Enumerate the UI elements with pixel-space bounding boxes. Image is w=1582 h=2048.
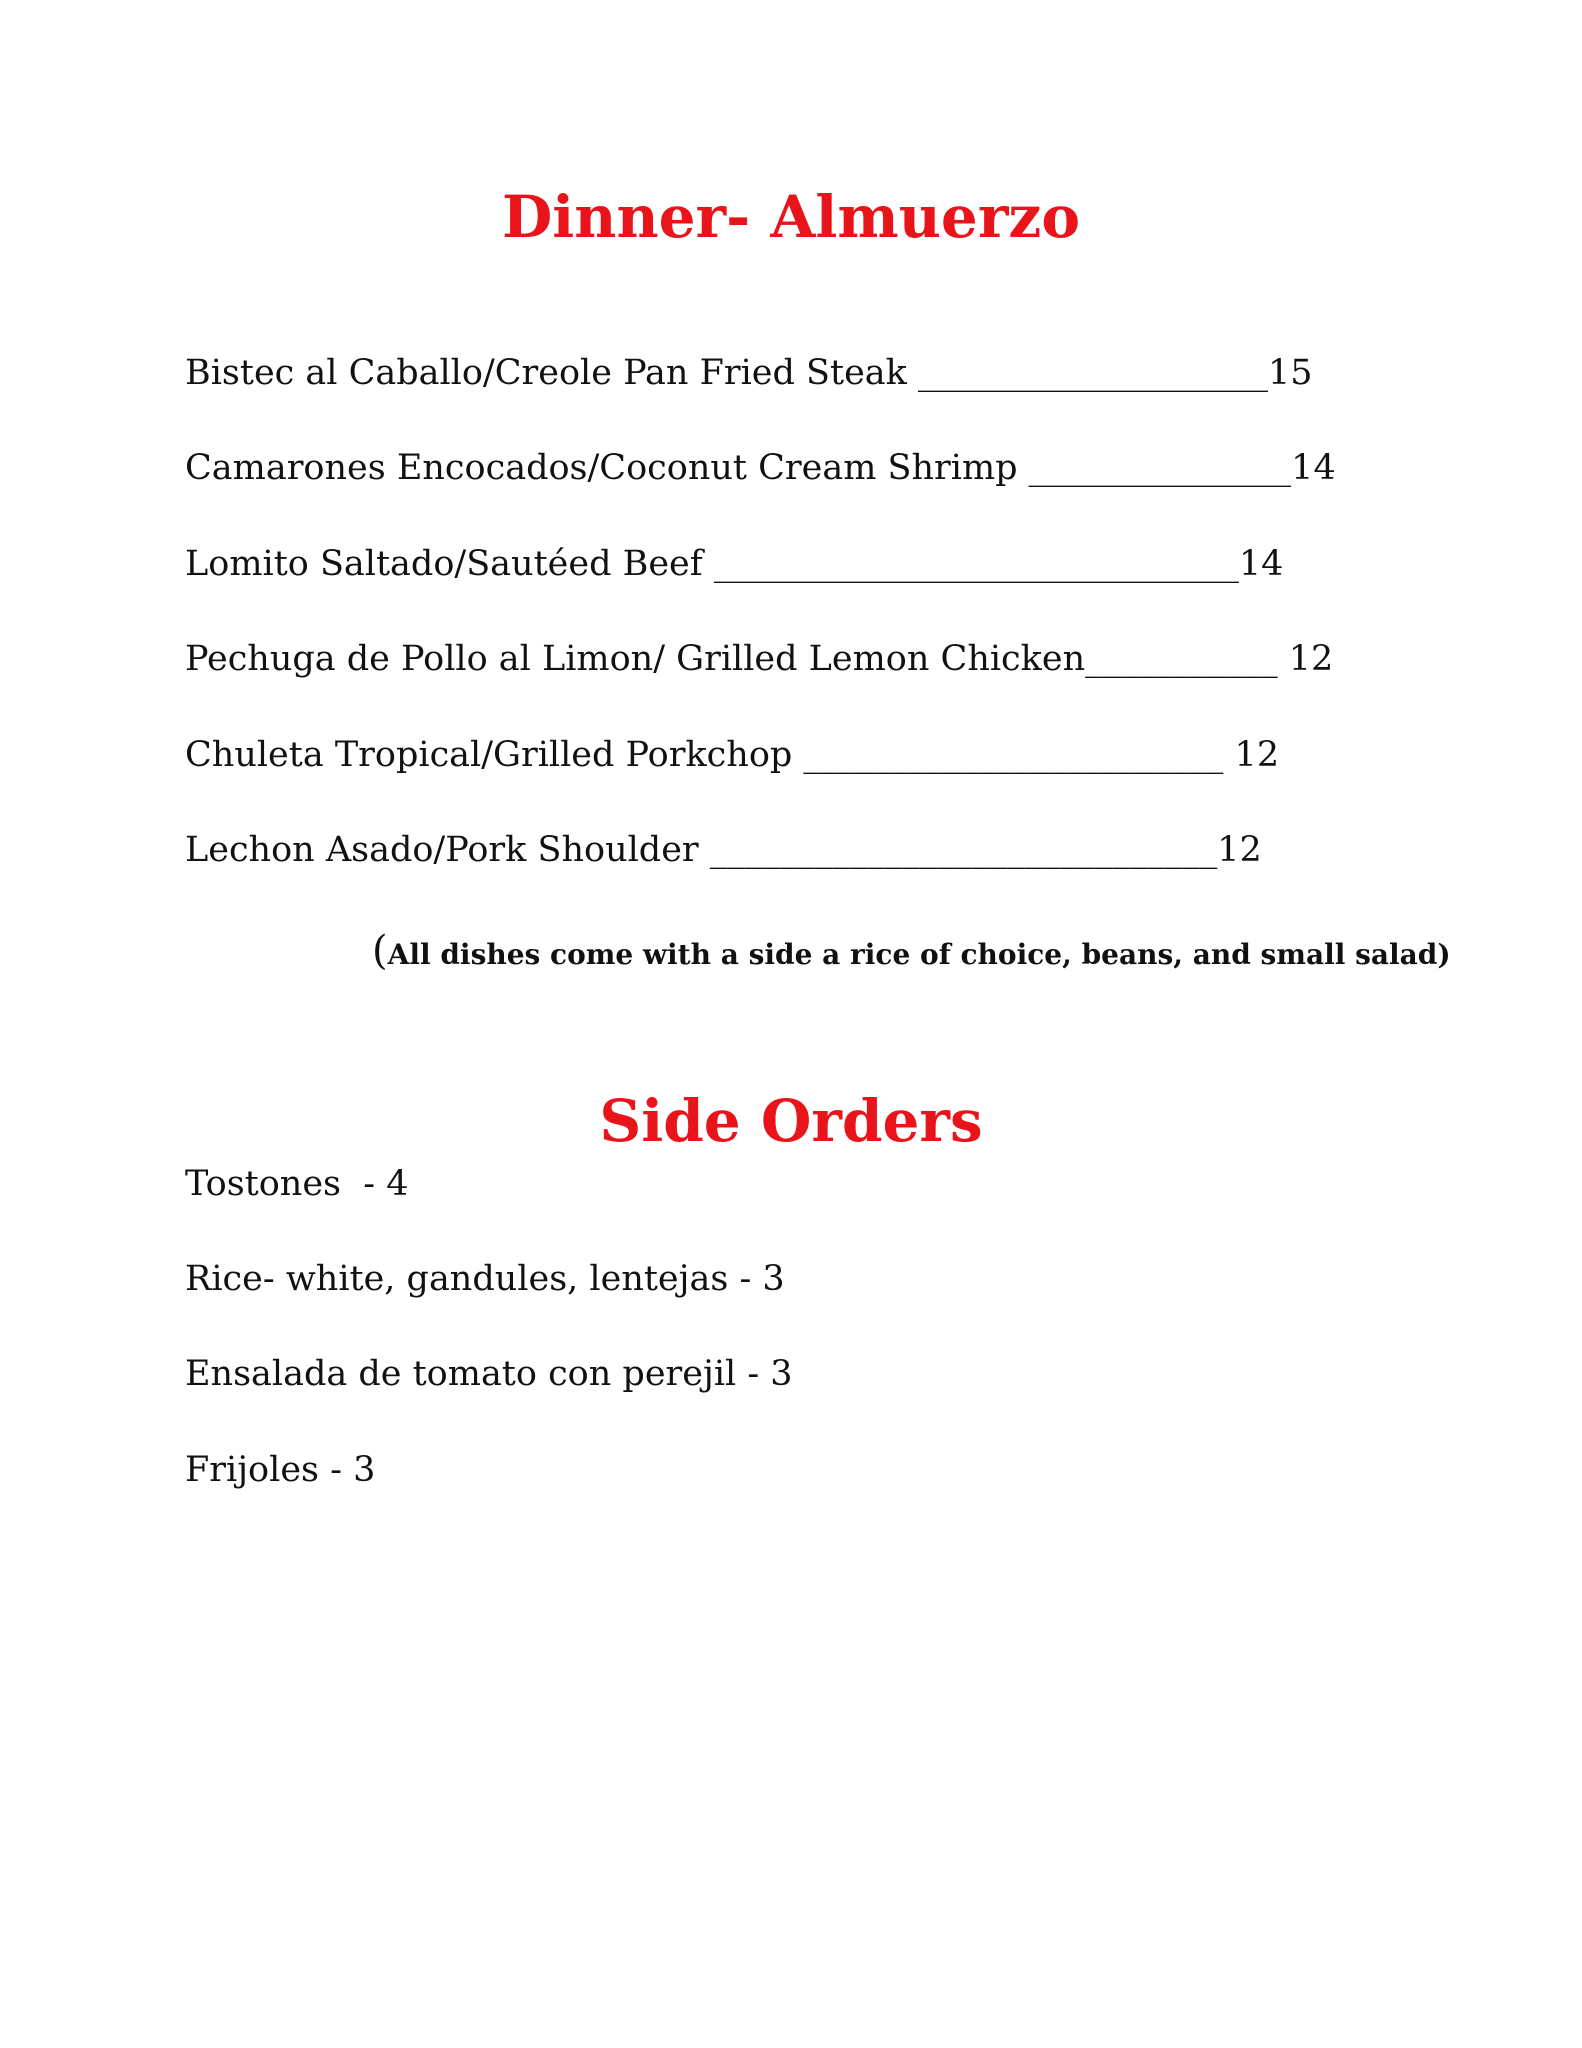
- note-text: All dishes come with a side a rice of choice, beans, and small salad): [387, 938, 1451, 971]
- side-item: Rice- white, gandules, lentejas - 3: [185, 1259, 785, 1299]
- side-orders-heading: Side Orders: [599, 1087, 983, 1155]
- dinner-item: Bistec al Caballo/Creole Pan Fried Steak ____________________15: [185, 353, 1313, 393]
- side-item: Ensalada de tomato con perejil - 3: [185, 1354, 793, 1394]
- dinner-item: Chuleta Tropical/Grilled Porkchop ________________________ 12: [185, 735, 1280, 775]
- dinner-item: Camarones Encocados/Coconut Cream Shrimp _______________14: [185, 448, 1336, 488]
- dinner-item: Pechuga de Pollo al Limon/ Grilled Lemon Chicken___________ 12: [185, 639, 1334, 679]
- dinner-note: [372, 928, 1451, 974]
- dinner-item: Lechon Asado/Pork Shoulder _____________________________12: [185, 830, 1262, 870]
- side-item: Tostones - 4: [185, 1164, 409, 1204]
- note-paren: (: [372, 928, 388, 974]
- dinner-item: Lomito Saltado/Sautéed Beef ______________________________14: [185, 544, 1284, 584]
- dinner-heading: Dinner- Almuerzo: [501, 183, 1081, 251]
- side-item: Frijoles - 3: [185, 1450, 376, 1490]
